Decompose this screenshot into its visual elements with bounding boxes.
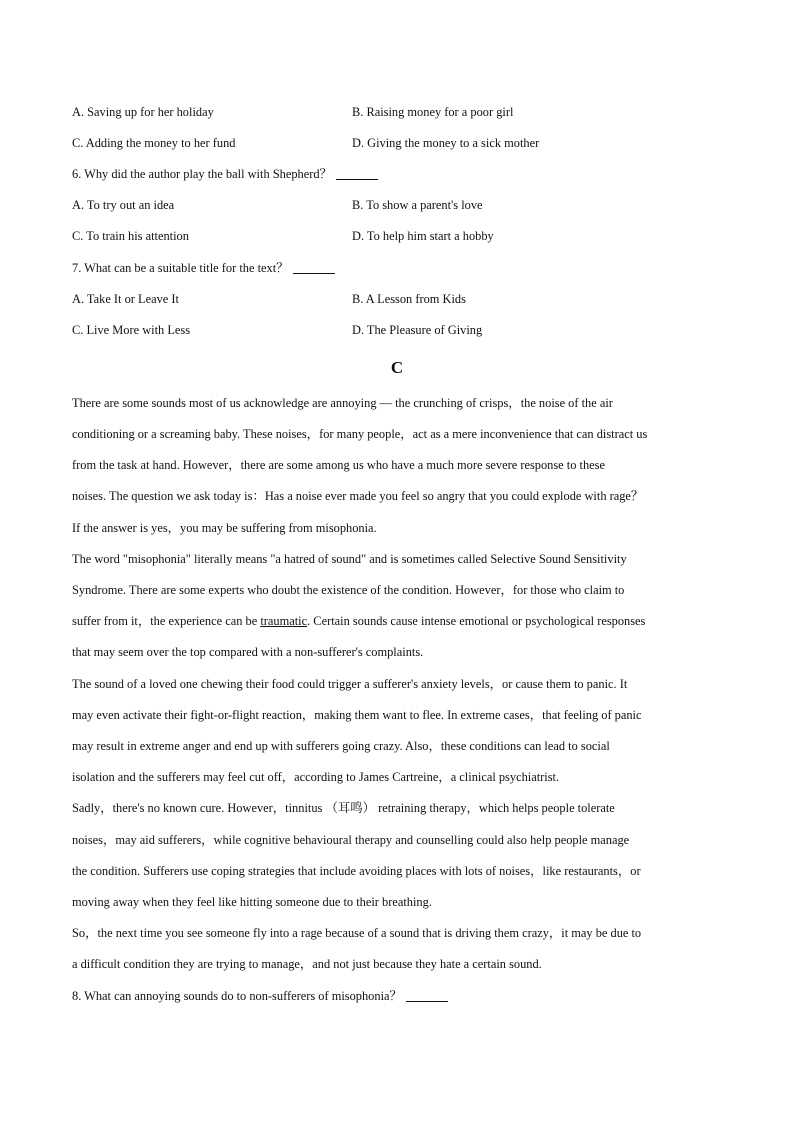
passage-line: from the task at hand. However，there are some among us who have a much more severe response to these [72, 458, 605, 472]
q5-option-a: A. Saving up for her holiday [72, 105, 214, 119]
passage-line: There are some sounds most of us acknowledge are annoying — the crunching of crisps，the noise of the air [72, 396, 613, 410]
passage-line: that may seem over the top compared with a non-sufferer's complaints. [72, 645, 424, 659]
q7-option-a: A. Take It or Leave It [72, 292, 179, 306]
passage-line: a difficult condition they are trying to manage，and not just because they hate a certain sound. [72, 957, 542, 971]
passage-line: moving away when they feel like hitting someone due to their breathing. [72, 895, 432, 909]
q5-option-c: C. Adding the money to her fund [72, 136, 236, 150]
passage-line: Sadly，there's no known cure. However，tinnitus （耳鸣） retraining therapy，which helps people tolerate [72, 801, 615, 815]
passage-line: conditioning or a screaming baby. These noises，for many people，act as a mere inconvenience that can distract us [72, 427, 648, 441]
passage-line: So，the next time you see someone fly into a rage because of a sound that is driving them crazy，it may be due to [72, 926, 642, 940]
passage-line: may result in extreme anger and end up with sufferers going crazy. Also，these conditions can lead to social [72, 739, 610, 753]
q8-question-line [72, 988, 448, 1004]
q5-option-d: D. Giving the money to a sick mother [352, 136, 540, 150]
q6-option-a: A. To try out an idea [72, 198, 175, 212]
passage-line: The word "misophonia" literally means "a hatred of sound" and is sometimes called Selective Sound Sensitivity [72, 552, 627, 566]
q8-question: 8. What can annoying sounds do to non-sufferers of misophonia？ [72, 989, 402, 1003]
q6-question-line [72, 166, 378, 182]
passage-line: noises，may aid sufferers，while cognitive behavioural therapy and counselling could also help people manage [72, 833, 630, 847]
passage-line [72, 613, 645, 629]
q6-option-c: C. To train his attention [72, 229, 189, 243]
q7-question-line [72, 260, 335, 276]
passage-line: may even activate their fight-or-flight reaction，making them want to flee. In extreme cases，that feeling of panic [72, 708, 642, 722]
q6-option-b: B. To show a parent's love [352, 198, 483, 212]
q5-option-b: B. Raising money for a poor girl [352, 105, 514, 119]
passage-line: the condition. Sufferers use coping strategies that include avoiding places with lots of noises，like restaurants，or [72, 864, 641, 878]
passage-line: Syndrome. There are some experts who doubt the existence of the condition. However，for those who claim to [72, 583, 625, 597]
answer-blank [293, 261, 335, 274]
section-heading: C [390, 358, 404, 377]
q6-question: 6. Why did the author play the ball with Shepherd？ [72, 167, 332, 181]
passage-line: If the answer is yes，you may be suffering from misophonia. [72, 521, 377, 535]
q7-option-c: C. Live More with Less [72, 323, 191, 337]
q7-option-b: B. A Lesson from Kids [352, 292, 466, 306]
passage-line: isolation and the sufferers may feel cut off，according to James Cartreine，a clinical psychiatrist. [72, 770, 560, 784]
q7-option-d: D. The Pleasure of Giving [352, 323, 483, 337]
q7-question: 7. What can be a suitable title for the text？ [72, 261, 289, 275]
answer-blank [406, 989, 448, 1002]
answer-blank [336, 167, 378, 180]
passage-line: The sound of a loved one chewing their food could trigger a sufferer's anxiety levels，or cause them to panic. It [72, 677, 628, 691]
passage-text: suffer from it，the experience can be [72, 614, 261, 628]
q6-option-d: D. To help him start a hobby [352, 229, 494, 243]
underlined-word: traumatic [260, 614, 308, 628]
passage-text: . Certain sounds cause intense emotional or psychological responses [307, 614, 646, 628]
passage-line: noises. The question we ask today is：Has a noise ever made you feel so angry that you could explode with rage？ [72, 489, 644, 503]
